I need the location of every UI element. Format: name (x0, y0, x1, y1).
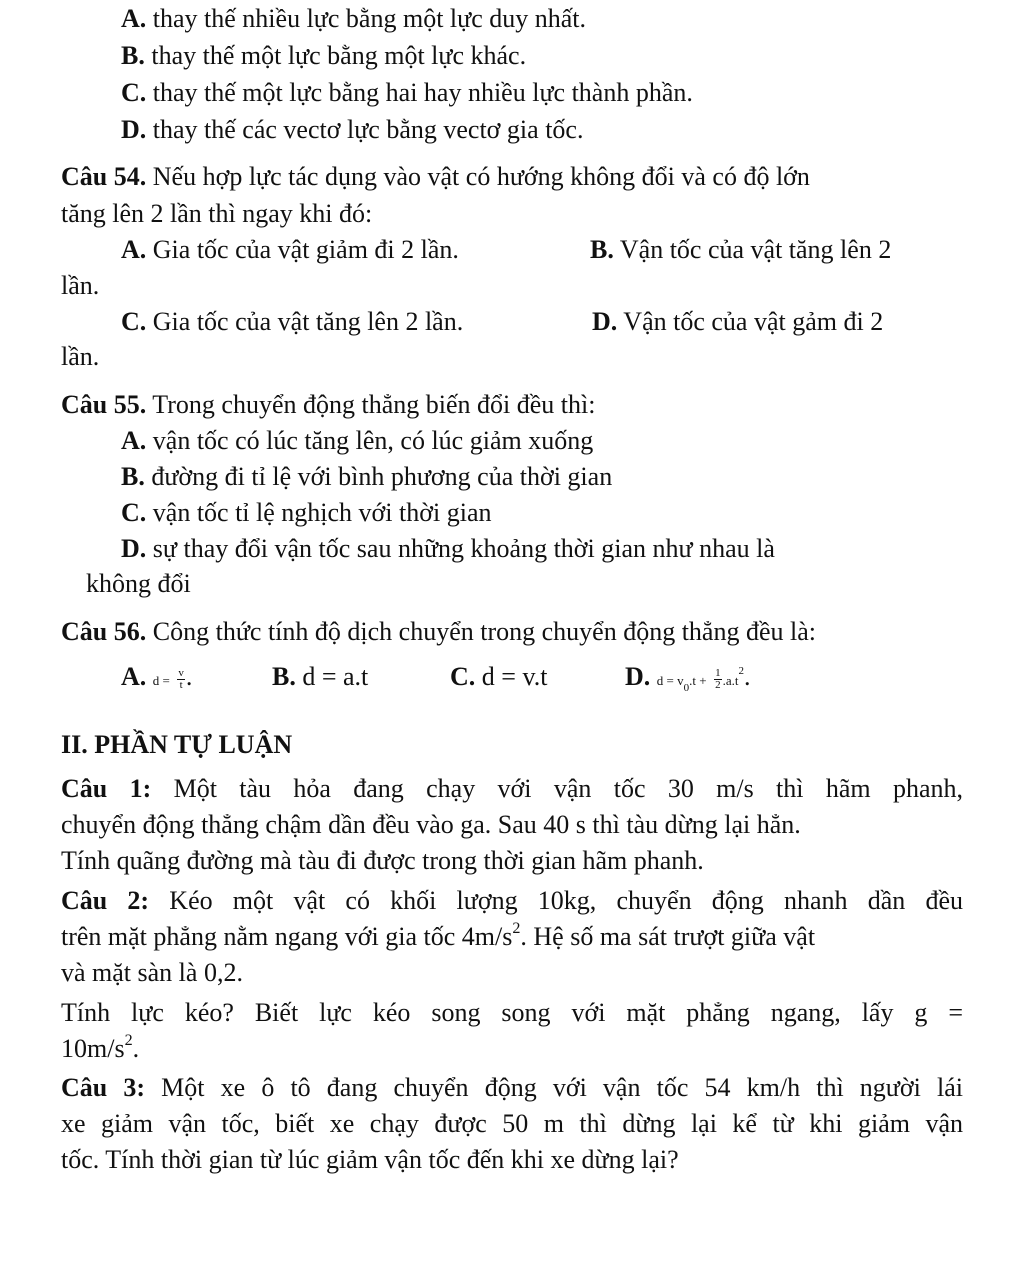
q54-option-b-continued: lần. (61, 271, 100, 300)
q54-stem-line1: Câu 54. Nếu hợp lực tác dụng vào vật có hướng không đổi và có độ lớn (61, 162, 810, 191)
q54-option-d-continued: lần. (61, 342, 100, 371)
ess2-line2: trên mặt phẳng nằm ngang với gia tốc $4m/s^2$. Hệ số ma sát trượt giữa vật (61, 919, 816, 951)
q53-option-c: C. thay thế một lực bằng hai hay nhiều lực thành phần. (121, 78, 693, 107)
q54-option-a: A. Gia tốc của vật giảm đi 2 lần. (121, 235, 459, 264)
q55-option-d: D. sự thay đổi vận tốc sau những khoảng thời gian như nhau là (121, 534, 775, 563)
q53-option-b: B. thay thế một lực bằng một lực khác. (121, 41, 527, 70)
ess2-line3: và mặt sàn là 0,2. (61, 958, 243, 987)
ess3-line1: Câu 3: Một xe ô tô đang chuyển động với vận tốc 54 km/h thì người lái (61, 1073, 963, 1102)
q53-option-d: D. thay thế các vectơ lực bằng vectơ gia tốc. (121, 115, 584, 144)
q54-option-b: B. Vận tốc của vật tăng lên 2 (590, 235, 892, 264)
q54-stem-line2: tăng lên 2 lần thì ngay khi đó: (61, 199, 373, 228)
fraction-v-over-t: $\frac{v}{t}$ (178, 666, 184, 691)
q55-stem: Câu 55. Trong chuyển động thẳng biến đổi đều thì: (61, 390, 596, 419)
q56-stem: Câu 56. Công thức tính độ dịch chuyển trong chuyển động thẳng đều là: (61, 617, 816, 646)
ess2-line5: $10m/s^2$. (61, 1031, 140, 1063)
ess3-line3: tốc. Tính thời gian từ lúc giảm vận tốc đến khi xe dừng lại? (61, 1145, 679, 1174)
q55-option-d-continued: không đổi (86, 569, 191, 598)
q55-option-a: A. vận tốc có lúc tăng lên, có lúc giảm xuống (121, 426, 594, 455)
ess3-line2: xe giảm vận tốc, biết xe chạy được 50 m thì dừng lại kể từ khi giảm vận (61, 1109, 963, 1138)
ess2-line4: Tính lực kéo? Biết lực kéo song song với mặt phẳng ngang, lấy g = (61, 998, 963, 1027)
q54-option-c: C. Gia tốc của vật tăng lên 2 lần. (121, 307, 464, 336)
q53-option-a: A. thay thế nhiều lực bằng một lực duy nhất. (121, 4, 587, 33)
q56-option-b: B. d = a.t (272, 662, 369, 691)
ess1-line1: Câu 1: Một tàu hỏa đang chạy với vận tốc 30 m/s thì hãm phanh, (61, 774, 963, 803)
section-title: II. PHẦN TỰ LUẬN (61, 730, 293, 759)
q54-option-d: D. Vận tốc của vật gảm đi 2 (592, 307, 884, 336)
q55-option-c: C. vận tốc tỉ lệ nghịch với thời gian (121, 498, 492, 527)
ess2-line1: Câu 2: Kéo một vật có khối lượng 10kg, chuyển động nhanh dần đều (61, 886, 963, 915)
q56-option-c: C. d = v.t (450, 662, 548, 691)
q56-option-a: A. d = $\frac{v}{t}$ . (121, 662, 193, 691)
ess1-line3: Tính quãng đường mà tàu đi được trong thời gian hãm phanh. (61, 846, 704, 875)
q55-option-b: B. đường đi tỉ lệ với bình phương của thời gian (121, 462, 613, 491)
ess1-line2: chuyển động thẳng chậm dần đều vào ga. Sau 40 s thì tàu dừng lại hẳn. (61, 810, 801, 839)
fraction-one-half: $\frac{1}{2}$ (715, 666, 721, 691)
q56-option-d: D. $d = v_0.t$ + $\frac{1}{2}$ $.a.t^2$. (625, 662, 751, 695)
